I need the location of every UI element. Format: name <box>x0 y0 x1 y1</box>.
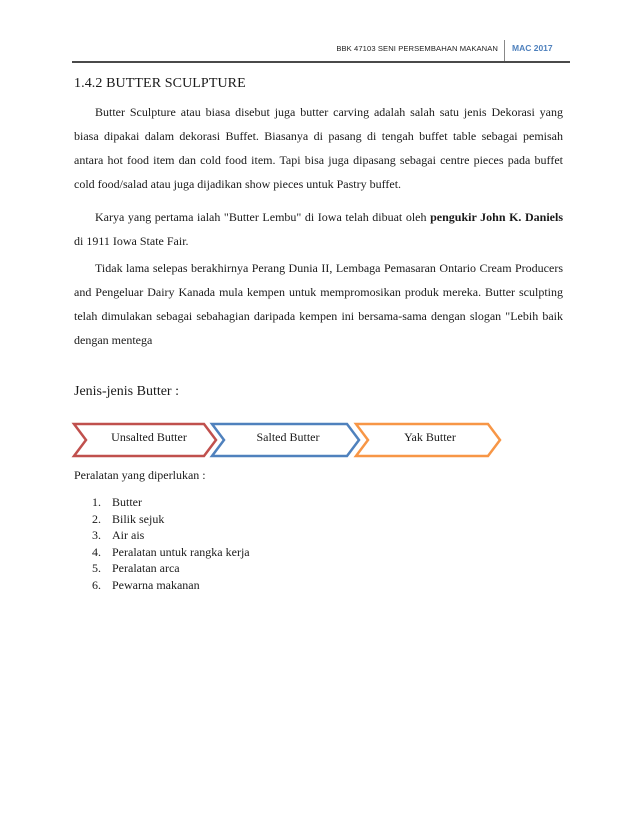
butter-types-heading: Jenis-jenis Butter : <box>74 384 179 399</box>
page-header <box>336 40 568 62</box>
butter-types-flow <box>70 420 570 460</box>
header-date: MAC 2017 <box>512 43 553 53</box>
section-title: 1.4.2 BUTTER SCULPTURE <box>74 76 246 91</box>
header-rule <box>72 61 570 63</box>
flow-label-salted: Salted Butter <box>256 430 320 444</box>
list-item: 2. Bilik sejuk <box>92 511 165 526</box>
header-divider <box>504 40 505 62</box>
sculptor-name: pengukir John K. Daniels <box>430 210 563 224</box>
equipment-list <box>74 494 250 594</box>
paragraph-intro: Butter Sculpture atau biasa disebut juga butter carving adalah salah satu jenis Dekorasi yang biasa dipakai dalam dekorasi Buffet. Biasanya di pasang di tengah buffet table sebagai pemisah antara hot food item dan cold food item. Tapi bisa juga dipasang sebagai centre pieces pada buffet cold food/salad atau juga dijadikan show pieces untuk Pastry buffet. <box>74 105 563 191</box>
history-text-a: Karya yang pertama ialah "Butter Lembu" di Iowa telah dibuat oleh <box>95 210 431 224</box>
history-text-b: di 1911 Iowa State Fair. <box>74 234 189 248</box>
flow-label-yak: Yak Butter <box>404 430 456 444</box>
list-item: 1. Butter <box>92 495 142 509</box>
list-item: 4. Peralatan untuk rangka kerja <box>92 544 250 559</box>
list-item: 6. Pewarna makanan <box>92 577 200 592</box>
flow-label-unsalted: Unsalted Butter <box>111 430 187 444</box>
course-code: BBK 47103 SENI PERSEMBAHAN MAKANAN <box>336 44 498 53</box>
list-item: 5. Peralatan arca <box>92 561 180 576</box>
paragraph-history <box>74 205 563 253</box>
list-item: 3. Air ais <box>92 528 145 543</box>
paragraph-campaign: Tidak lama selepas berakhirnya Perang Dunia II, Lembaga Pemasaran Ontario Cream Producers and Pengeluar Dairy Kanada mula kempen untuk mempromosikan produk mereka. Butter sculpting telah dimulakan sebagai sebahagian daripada kempen ini bersama-sama dengan slogan "Lebih baik dengan mentega <box>74 261 563 347</box>
equipment-heading: Peralatan yang diperlukan : <box>74 468 206 482</box>
